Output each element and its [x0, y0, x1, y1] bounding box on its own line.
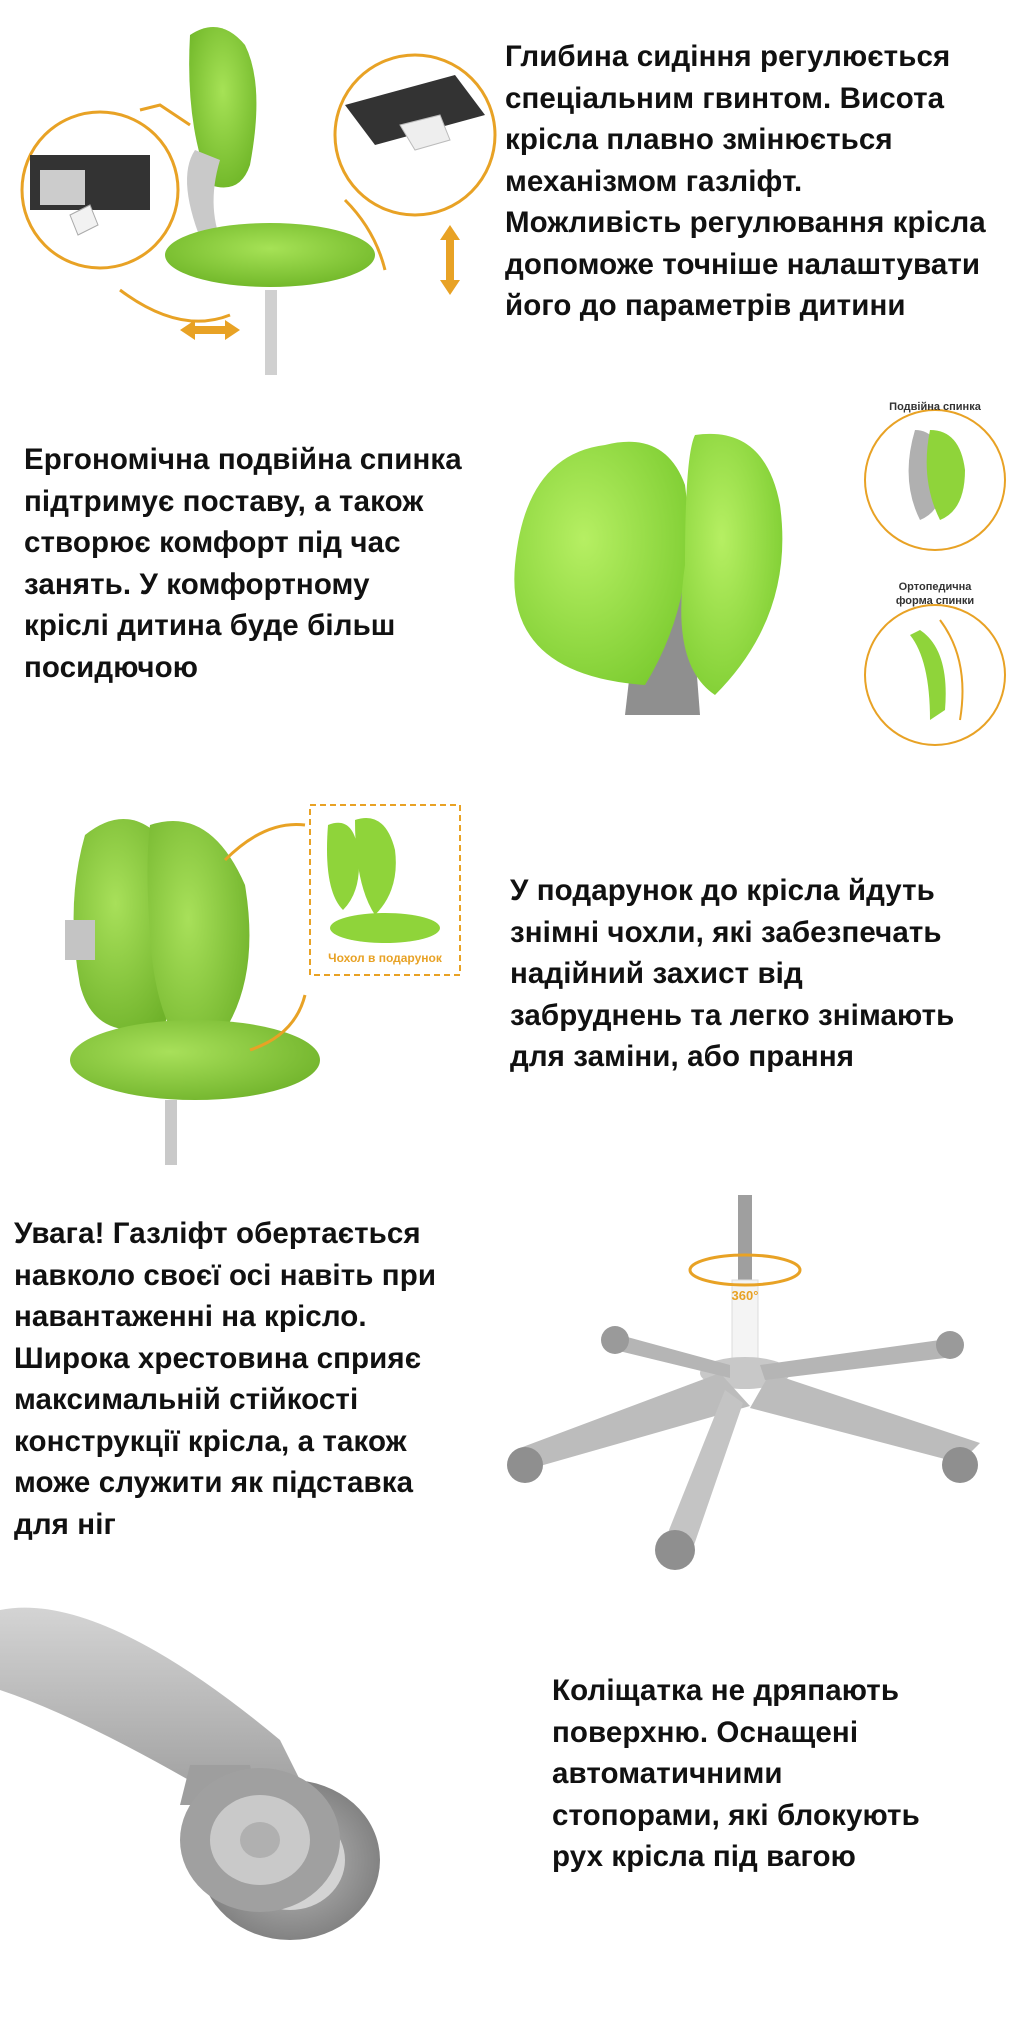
section-casters — [0, 1600, 1020, 2032]
label-double-back: Подвійна спинка — [889, 401, 981, 413]
section-double-back — [0, 385, 1020, 770]
depth-arrow-icon — [180, 320, 240, 340]
covers-image — [10, 780, 480, 1170]
casters-description: Коліщатка не дряпають поверхню. Оснащені автоматичними стопорами, які блокують рух крісла під вагою — [552, 1674, 920, 1873]
double-back-description: Ергономічна подвійна спинка підтримує поставу, а також створює комфорт під час занять. У комфортному кріслі дитина буде більш посидючою — [24, 443, 462, 684]
double-back-image — [495, 385, 1010, 770]
section-gaslift — [0, 1195, 1020, 1615]
covers-description: У подарунок до крісла йдуть знімні чохли, які забезпечать надійний захист від забруднень та легко знімають для заміни, або прання — [510, 874, 955, 1073]
height-arrow-icon — [440, 225, 460, 295]
label-ortho-line1: Ортопедична — [898, 581, 972, 593]
label-gift-cover: Чохол в подарунок — [328, 951, 442, 965]
gaslift-base-image — [490, 1195, 1010, 1615]
section-seat-depth — [0, 0, 1020, 380]
seat-depth-description: Глибина сидіння регулюється спеціальним гвинтом. Висота крісла плавно змінюється механізмом газліфт. Можливість регулювання крісла допоможе точніше налаштувати його до параметрів дитини — [505, 40, 986, 322]
gaslift-description: Увага! Газліфт обертається навколо своєї осі навіть при навантаженні на крісло. Широка хрестовина сприяє максимальній стійкості конструкції крісла, а також може служити як підставка для ніг — [14, 1217, 437, 1541]
section-covers — [0, 780, 1020, 1170]
label-360: 360° — [731, 1288, 759, 1303]
caster-image — [0, 1600, 420, 2032]
chair-adjustment-image — [10, 10, 510, 380]
label-ortho-line2: форма спинки — [895, 595, 975, 607]
